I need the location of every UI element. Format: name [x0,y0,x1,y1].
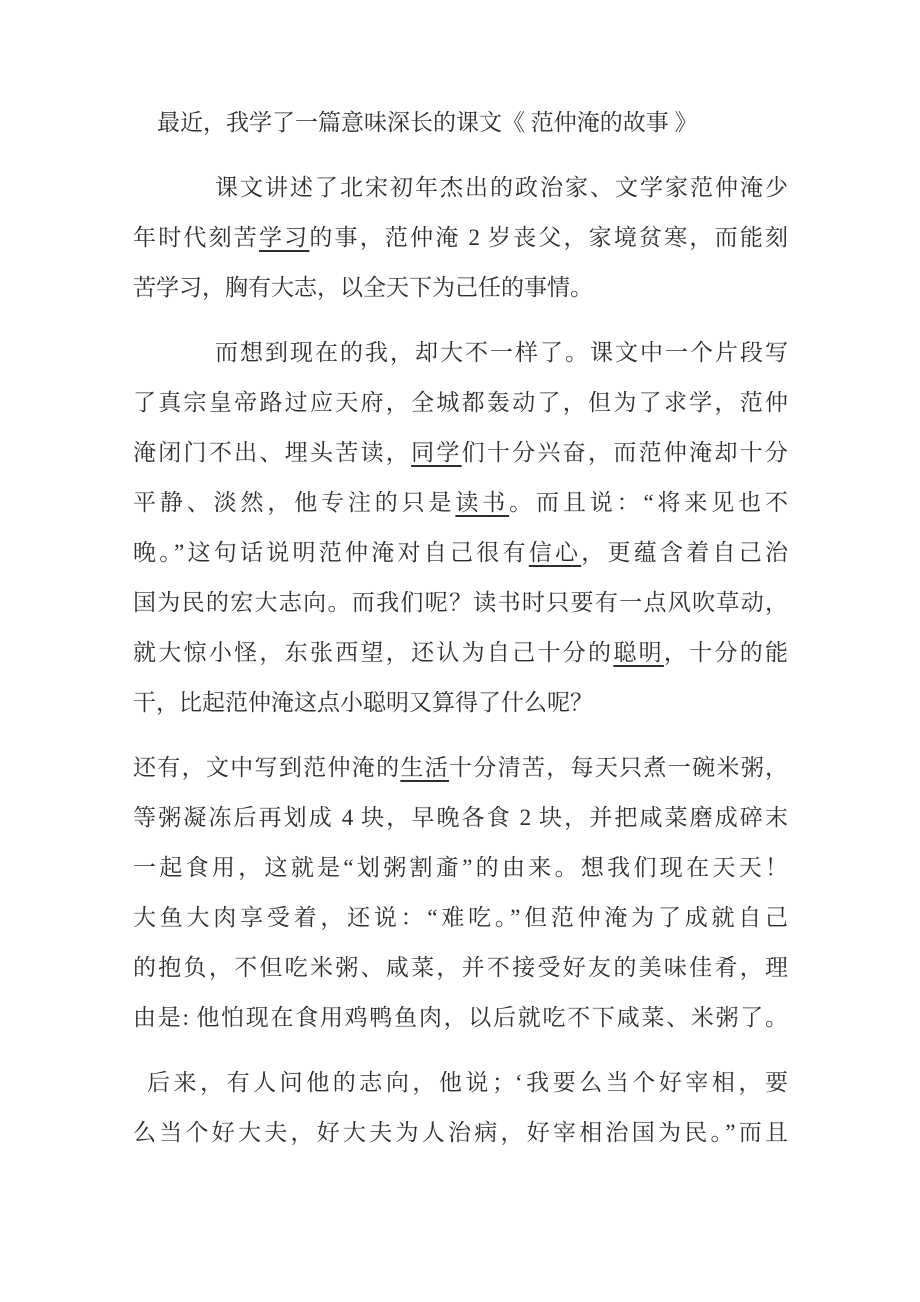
text-segment: 还有，文中写到范仲淹的 [133,755,401,780]
text-line [133,678,788,728]
text-segment: 课文讲述了北宋初年杰出的政治家、文学家范仲淹少 [215,175,788,200]
text-segment: 年时代刻苦 [133,225,259,250]
underlined-phrase: 聪明 [613,640,664,665]
text-segment: 么当个好大夫，好大夫为人治病，好宰相治国为民。”而且 [133,1120,788,1145]
text-line [133,578,788,628]
text-line [133,1108,788,1158]
text-line [133,743,788,793]
underlined-phrase: 学习 [258,225,310,250]
text-segment: 苦学习，胸有大志，以全天下为己任的事情。 [133,275,593,300]
text-line [133,328,788,378]
paragraph-1 [133,98,788,148]
text-line [133,213,788,263]
text-line [133,628,788,678]
text-segment: 。而且说：“将来见也不 [509,490,788,515]
underlined-phrase: 信心 [528,540,582,565]
text-segment: 淹闭门不出、埋头苦读， [133,440,412,465]
text-segment: 由是: 他怕现在食用鸡鸭鱼肉，以后就吃不下咸菜、米粥了。 [133,1005,788,1030]
text-segment: 一起食用，这就是“划粥割齑”的由来。想我们现在天天！ [133,855,788,880]
text-line [133,1058,788,1108]
text-line [133,793,788,843]
essay-text [133,98,788,1158]
text-segment: 就大惊小怪，东张西望，还认为自己十分的 [133,640,614,665]
text-line [133,993,788,1043]
paragraph-2 [133,163,788,313]
underlined-phrase: 同学 [411,440,462,465]
text-segment: 而想到现在的我，却大不一样了。课文中一个片段写 [215,340,788,365]
text-segment: 的抱负，不但吃米粥、咸菜，并不接受好友的美味佳肴，理 [133,955,788,980]
text-segment: 了真宗皇帝路过应天府，全城都轰动了，但为了求学，范仲 [133,390,788,415]
text-line [133,893,788,943]
text-segment: 晚。”这句话说明范仲淹对自己很有 [133,540,529,565]
paragraph-5 [133,1058,788,1158]
text-segment: 干，比起范仲淹这点小聪明又算得了什么呢？ [133,690,593,715]
text-segment: 们十分兴奋，而范仲淹却十分 [461,440,788,465]
text-line [133,263,788,313]
text-line [133,163,788,213]
text-segment: 十分清苦，每天只煮一碗米粥， [449,755,788,780]
paragraph-4 [133,743,788,1043]
text-line [133,378,788,428]
text-segment: 平静、淡然，他专注的只是 [133,490,456,515]
text-segment: 大鱼大肉享受着，还说：“难吃。”但范仲淹为了成就自己 [133,905,788,930]
paragraph-3 [133,328,788,728]
text-segment: 等粥凝冻后再划成 4 块，早晚各食 2 块，并把咸菜磨成碎末 [133,805,788,830]
text-segment: 国为民的宏大志向。而我们呢？读书时只要有一点风吹草动， [133,590,788,615]
underlined-phrase: 生活 [400,755,450,780]
text-line [133,943,788,993]
text-segment: 的事，范仲淹 2 岁丧父，家境贫寒，而能刻 [309,225,788,250]
text-line [133,528,788,578]
text-segment: ，十分的能 [663,640,788,665]
text-line [133,98,788,148]
text-segment: ，更蕴含着自己治 [581,540,788,565]
underlined-phrase: 读书 [455,490,510,515]
text-line [133,843,788,893]
text-segment: 最近，我学了一篇意味深长的课文《 范仲淹的故事 》 [157,110,698,135]
text-segment: 后来，有人问他的志向，他说；‘我要么当个好宰相，要 [147,1070,788,1095]
text-line [133,478,788,528]
text-line [133,428,788,478]
